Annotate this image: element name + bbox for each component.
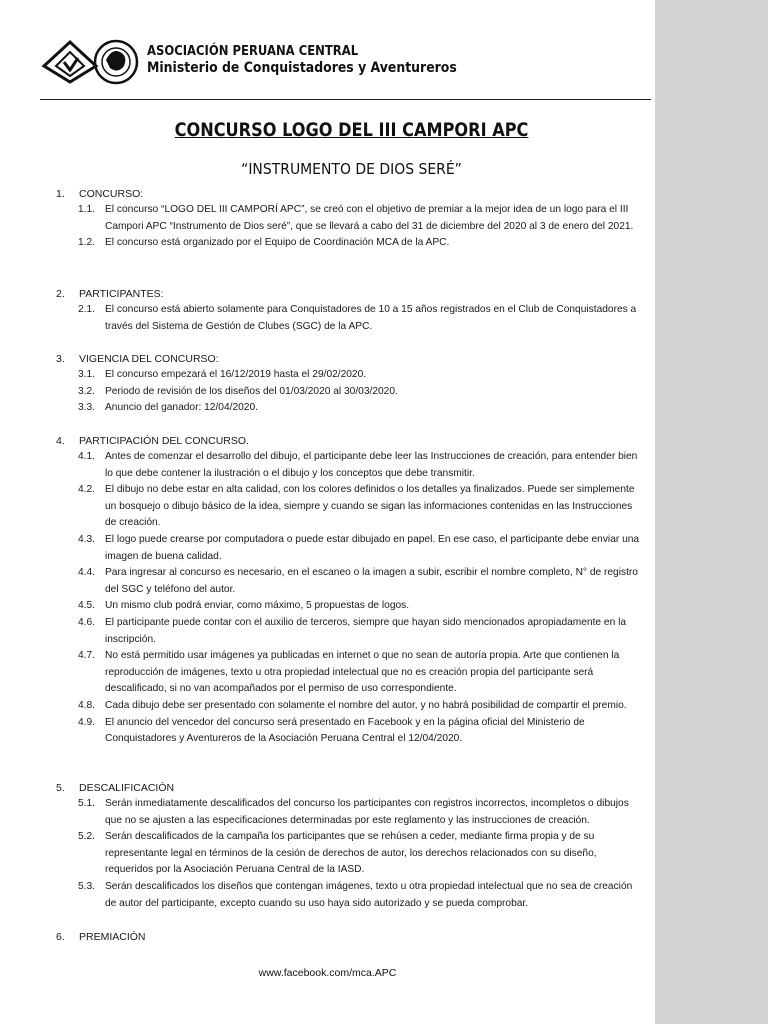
- item-number: 3.3.: [78, 402, 95, 414]
- item-text: El concurso empezará el 16/12/2019 hasta el 29/02/2020.: [105, 369, 367, 380]
- list-item: [0, 879, 655, 912]
- section-title: DESCALIFICACIÓN: [79, 782, 175, 794]
- org-line-1: ASOCIACIÓN PERUANA CENTRAL: [147, 43, 359, 59]
- section-title: CONCURSO:: [79, 188, 144, 200]
- section-title: PARTICIPACIÓN DEL CONCURSO.: [79, 435, 249, 447]
- header-divider: [40, 99, 651, 100]
- item-number: 4.4.: [78, 567, 95, 579]
- item-text: El dibujo no debe estar en alta calidad, con los colores definidos o los detalles ya finalizados. Puede ser simplemente un bosquejo o dibujo básico de la idea, siempre y cuando se sigan las informaciones contenidas en las Instrucciones de creación.: [105, 484, 635, 529]
- section-title: PARTICIPANTES:: [79, 288, 164, 300]
- list-item: [0, 698, 655, 715]
- section-title: VIGENCIA DEL CONCURSO:: [79, 353, 219, 365]
- item-text: Antes de comenzar el desarrollo del dibujo, el participante debe leer las Instrucciones de creación, para entender bien lo que debe contener la ilustración o el dibujo y los conceptos que debe transmitir.: [105, 451, 638, 479]
- item-text: Un mismo club podrá enviar, como máximo, 5 propuestas de logos.: [105, 600, 410, 612]
- section-descalificacion: [0, 780, 655, 912]
- item-number: 2.1.: [78, 304, 95, 315]
- item-number: 5.3.: [78, 880, 95, 892]
- item-number: 4.3.: [78, 533, 95, 545]
- item-text: El concurso está organizado por el Equipo de Coordinación MCA de la APC.: [105, 237, 450, 249]
- item-text: El anuncio del vencedor del concurso será presentado en Facebook y en la página oficial del Ministerio de Conquistadores y Aventureros de la Asociación Peruana Central el 12/04/2020.: [105, 716, 585, 745]
- item-text: El concurso está abierto solamente para Conquistadores de 10 a 15 años registrados en el Club de Conquistadores a través del Sistema de Gestión de Clubes (SGC) de la APC.: [105, 304, 637, 332]
- org-line-2: Ministerio de Conquistadores y Aventureros: [147, 60, 457, 76]
- right-gray-margin: [655, 0, 768, 1024]
- section-number: 6.: [56, 931, 65, 943]
- list-item: [0, 367, 655, 384]
- item-text: Periodo de revisión de los diseños del 01/03/2020 al 30/03/2020.: [105, 385, 398, 397]
- item-number: 1.1.: [78, 204, 95, 215]
- section-concurso: [0, 186, 655, 252]
- item-number: 4.7.: [78, 650, 95, 662]
- item-number: 3.2.: [78, 385, 95, 397]
- item-text: Cada dibujo debe ser presentado con solamente el nombre del autor, y no habrá posibilidad de compartir el premio.: [105, 699, 627, 711]
- list-item: [0, 648, 655, 698]
- item-number: 4.2.: [78, 484, 95, 496]
- item-text: Para ingresar al concurso es necesario, en el escaneo o la imagen a subir, escribir el nombre completo, N° de registro del SGC y teléfono del autor.: [105, 567, 638, 595]
- list-item: [0, 235, 655, 252]
- list-item: [0, 598, 655, 615]
- item-text: El concurso “LOGO DEL III CAMPORÍ APC”, se creó con el objetivo de premiar a la mejor idea de un logo para el III Campori APC “Instrumento de Dios seré”, que se llevará a cabo del 31 de diciembre del 2020 al 3 de enero del 2021.: [105, 204, 634, 232]
- section-title: PREMIACIÓN: [79, 931, 146, 943]
- item-number: 5.1.: [78, 798, 95, 809]
- item-text: Serán descalificados los diseños que contengan imágenes, texto u otra propiedad intelectual que no sea de creación de autor del participante, excepto cuando su uso haya sido autorizado y se pueda comprobar.: [105, 880, 633, 909]
- item-text: El participante puede contar con el auxilio de terceros, siempre que hayan sido mencionados apropiadamente en la inscripción.: [105, 616, 627, 645]
- list-item: [0, 384, 655, 401]
- item-number: 1.2.: [78, 237, 95, 249]
- list-item: [0, 400, 655, 417]
- item-number: 4.9.: [78, 716, 95, 728]
- list-item: [0, 796, 655, 829]
- list-item: [0, 482, 655, 532]
- item-number: 4.6.: [78, 616, 95, 628]
- section-premiacion: [0, 929, 655, 945]
- item-text: Serán inmediatamente descalificados del concurso los participantes con registros incorrectos, incompletos o dibujos que no se ajusten a las especificaciones determinadas por este reglamento y las instrucciones de creación.: [105, 798, 629, 826]
- item-text: Anuncio del ganador: 12/04/2020.: [105, 402, 258, 414]
- section-number: 5.: [56, 782, 65, 794]
- list-item: [0, 565, 655, 598]
- item-number: 5.2.: [78, 831, 95, 843]
- item-number: 4.5.: [78, 600, 95, 612]
- item-text: No está permitido usar imágenes ya publicadas en internet o que no sean de autoría propia. Arte que contienen la reproducción de imágenes, texto u otra propiedad intelectual que no es creación propia del participante será descalificado, si no van acompañados por el permiso de uso correspondiente.: [105, 650, 620, 695]
- item-text: Serán descalificados de la campaña los participantes que se rehúsen a ceder, mediante firma propia y de su representante legal en términos de la cesión de derechos de autor, los derechos relacionados con su diseño, requeridos por la Asociación Peruana Central de la IASD.: [105, 831, 597, 876]
- document-title: CONCURSO LOGO DEL III CAMPORI APC: [174, 119, 529, 141]
- list-item: [0, 202, 655, 235]
- item-number: 4.1.: [78, 451, 95, 462]
- list-item: [0, 615, 655, 648]
- section-vigencia: [0, 351, 655, 417]
- organization-name: [147, 43, 457, 77]
- item-text: El logo puede crearse por computadora o puede estar dibujado en papel. En ese caso, el participante debe enviar una imagen de buena calidad.: [105, 533, 640, 562]
- list-item: [0, 449, 655, 482]
- section-number: 1.: [56, 188, 65, 200]
- section-number: 2.: [56, 288, 65, 300]
- item-number: 3.1.: [78, 369, 95, 380]
- list-item: [0, 715, 655, 748]
- section-participantes: [0, 286, 655, 335]
- list-item: [0, 532, 655, 565]
- list-item: [0, 302, 655, 335]
- section-number: 4.: [56, 435, 65, 447]
- item-number: 4.8.: [78, 699, 95, 711]
- section-number: 3.: [56, 353, 65, 365]
- section-participacion: [0, 433, 655, 748]
- footer-url: www.facebook.com/mca.APC: [258, 967, 397, 979]
- conquistadores-aventureros-logo-icon: [40, 36, 140, 86]
- document-subtitle: “INSTRUMENTO DE DIOS SERÉ”: [241, 160, 462, 178]
- list-item: [0, 829, 655, 879]
